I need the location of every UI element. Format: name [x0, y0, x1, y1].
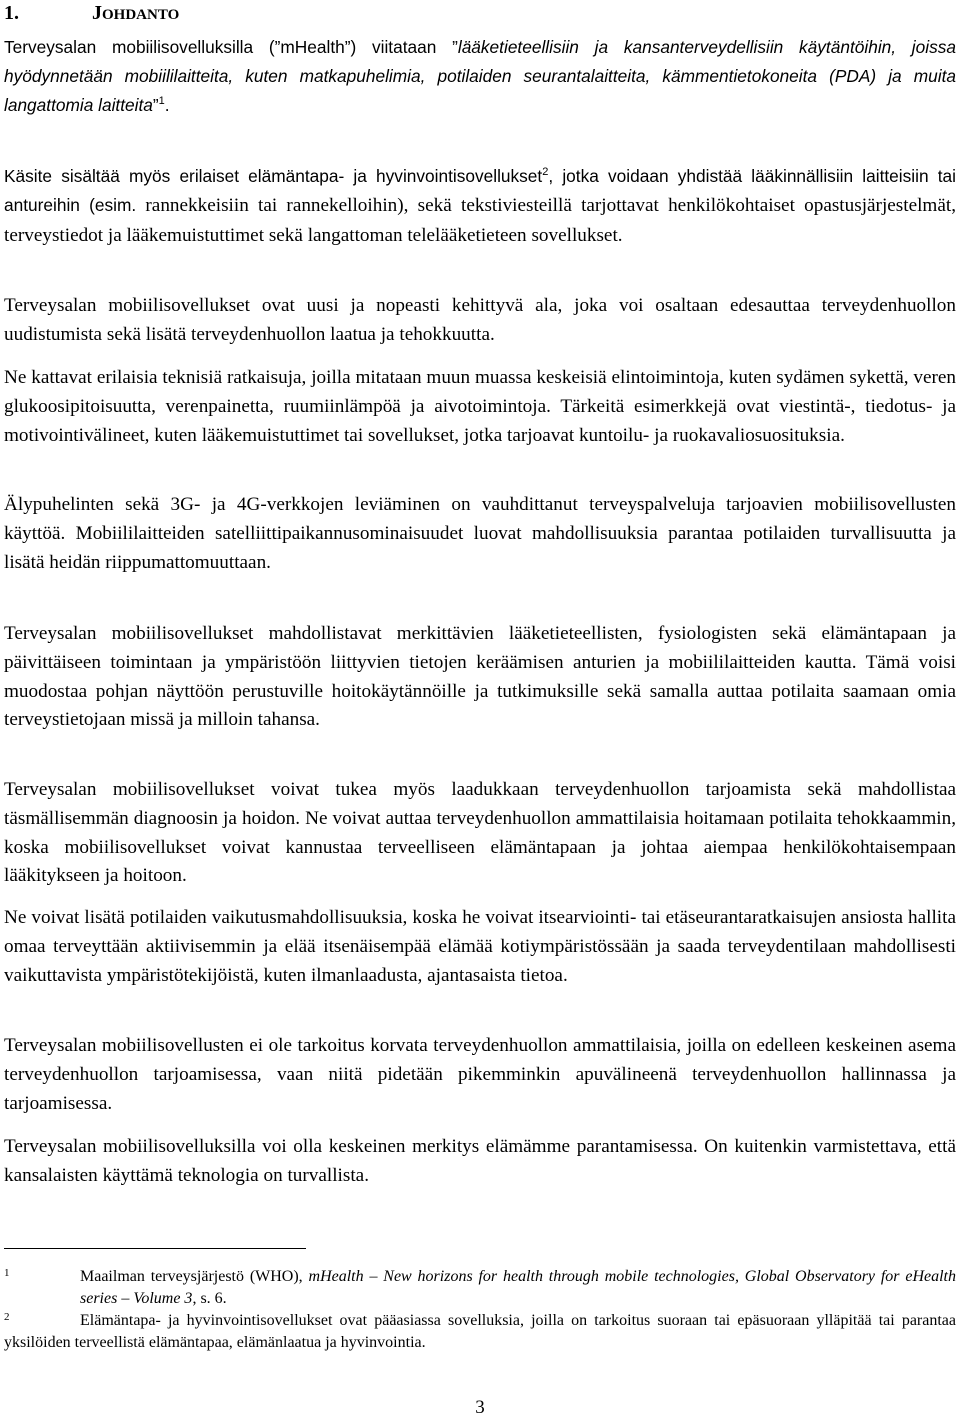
text-span: . — [164, 94, 170, 115]
section-number: 1. — [4, 2, 19, 24]
paragraph-7: Terveysalan mobiilisovellukset voivat tukea myös laadukkaan terveydenhuollon tarjoamista sekä mahdollistaa täsmällisemmän diagnoosin ja hoidon. Ne voivat auttaa terveydenhuollon ammattilaisia hoitamaan potilaita tehokkaammin, koska mobiilisovellukset voivat kannustaa terveelliseen elämäntapaan ja johtaa aiempaa henkilökohtaisempaan lääkitykseen ja hoitoon. — [4, 779, 956, 887]
paragraph-4: Ne kattavat erilaisia teknisiä ratkaisuja, joilla mitataan muun muassa keskeisiä elintoimintoja, kuten sydämen sykettä, veren glukoosipitoisuutta, verenpainetta, ruumiinlämpöä ja aivotoimintoja. Tärkeitä esimerkkejä ovat viestintä-, tiedotus- ja motivointivälineet, kuten lääkemuistuttimet tai sovellukset, jotka tarjoavat kuntoilu- ja ruokavaliosuosituksia. — [4, 367, 956, 446]
text-span: ” — [152, 94, 159, 115]
quote-span: lääketieteellisiin ja kansanterveydellisiin käytäntöihin, joissa hyödynnetään mobiililaitteita, kuten matkapuhelimia, potilaiden seurantalaitteita, kämmentietokoneita (PDA) ja muita langattomia laitteita — [4, 37, 956, 115]
section-title-rest: OHDANTO — [102, 7, 180, 23]
text-span: , jotka voidaan yhdistää lääkinnällisiin laitteisiin tai antureihin (esim. — [4, 166, 956, 215]
footnote-text: Elämäntapa- ja hyvinvointisovellukset ovat pääasiassa sovelluksia, joilla on tarkoitus suoraan tai epäsuoraan ylläpitää tai parantaa yksilöiden terveellistä elämäntapaa, elämänlaatua ja hyvinvointia. — [4, 1312, 956, 1351]
paragraph-3: Terveysalan mobiilisovellukset ovat uusi ja nopeasti kehittyvä ala, joka voi osaltaan edesauttaa terveydenhuollon uudistumista sekä lisätä terveydenhuollon laatua ja tehokkuutta. — [4, 295, 956, 345]
paragraph-intro — [4, 33, 956, 119]
text-span: rannekkeisiin tai rannekelloihin), sekä tekstiviesteillä tarjottavat henkilökohtaiset opastusjärjestelmät, terveystiedot ja lääkemuistuttimet sekä langattoman telelääketieteen sovellukset. — [4, 194, 957, 246]
footnote-ref[interactable]: 1 — [158, 94, 165, 107]
footnote-title: mHealth – New horizons for health through mobile technologies, Global Observatory for eHealth series – Volume 3 — [80, 1268, 957, 1307]
paragraph-9: Terveysalan mobiilisovellusten ei ole tarkoitus korvata terveydenhuollon ammattilaisia, joilla on edelleen keskeinen asema terveydenhuollon tarjoamisessa, vaan niitä pidetään pikemminkin apuvälineenä terveydenhuollon hallinnassa ja tarjoamisessa. — [4, 1035, 956, 1114]
footnote-ref[interactable]: 2 — [542, 166, 549, 179]
paragraph-6: Terveysalan mobiilisovellukset mahdollistavat merkittävien lääketieteellisten, fysiologisten sekä elämäntapaan ja päivittäiseen toimintaan ja ympäristöön liittyvien tietojen keräämisen anturien ja mobiililaitteiden kautta. Tämä voisi muodostaa pohjan näyttöön perustuville hoitokäytännöille ja tutkimuksille sekä samalla auttaa potilaita saamaan omia terveystietojaan missä ja milloin tahansa. — [4, 623, 956, 731]
paragraph-10: Terveysalan mobiilisovelluksilla voi olla keskeinen merkitys elämämme parantamisessa. On kuitenkin varmistettava, että kansalaisten käyttämä teknologia on turvallista. — [4, 1136, 956, 1186]
footnote-mark: 2 — [4, 1311, 10, 1323]
footnote-divider — [4, 1248, 306, 1249]
paragraph-8: Ne voivat lisätä potilaiden vaikutusmahdollisuuksia, koska he voivat itsearviointi- tai etäseurantaratkaisujen ansiosta hallita omaa terveyttään aktiivisemmin ja elää itsenäisempää elämää kotiympäristössään ja saada terveydentilaan mahdollisesti vaikuttavista ympäristötekijöistä, kuten ilmanlaadusta, ajantasaista tietoa. — [4, 907, 956, 986]
page-number: 3 — [475, 1397, 485, 1418]
paragraph-concept — [4, 162, 956, 250]
paragraph-5: Älypuhelinten sekä 3G- ja 4G-verkkojen leviäminen on vauhdittanut terveyspalveluja tarjoavien mobiilisovellusten käyttöä. Mobiililaitteiden satelliittipaikannusominaisuudet luovat mahdollisuuksia parantaa potilaiden turvallisuutta ja lisätä heidän riippumattomuuttaan. — [4, 494, 956, 573]
footnote-text: Maailman terveysjärjestö (WHO), — [80, 1268, 309, 1285]
text-span: Käsite sisältää myös erilaiset elämäntapa- ja hyvinvointisovellukset — [4, 166, 543, 186]
section-title-initial: J — [92, 2, 102, 24]
text-span: Terveysalan mobiilisovelluksilla (”mHealth”) viitataan ” — [4, 37, 458, 57]
section-heading — [4, 0, 179, 28]
footnote-mark: 1 — [4, 1267, 10, 1279]
footnote-text: , s. 6. — [192, 1290, 227, 1307]
